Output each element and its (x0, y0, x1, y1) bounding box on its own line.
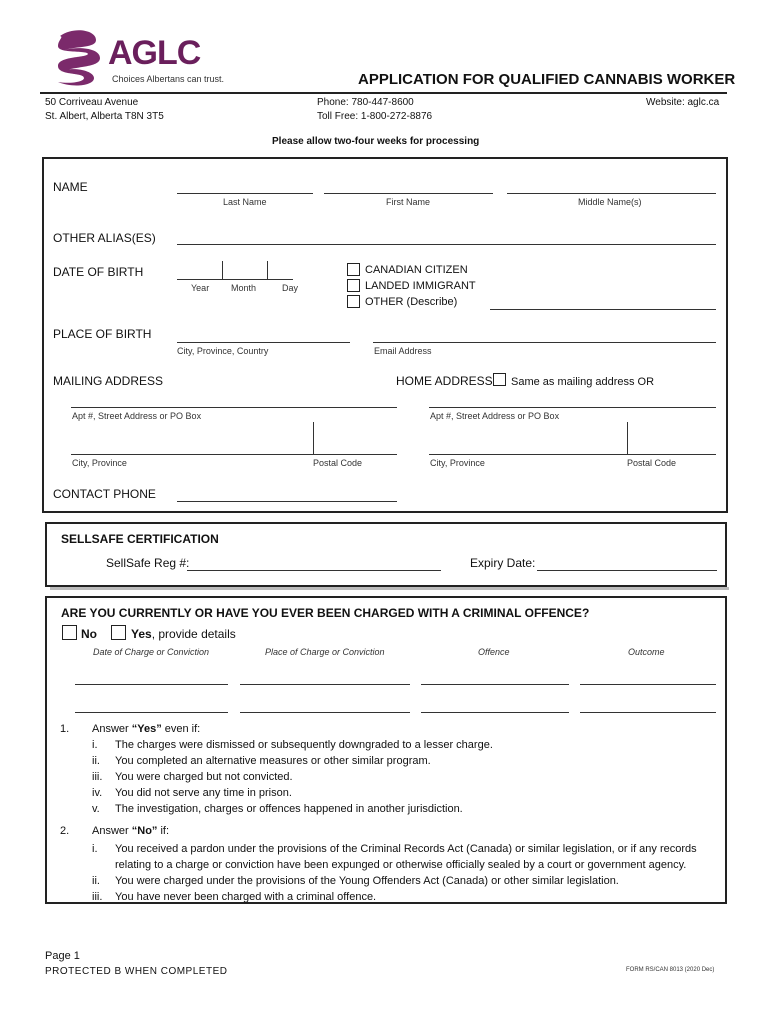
dob-month-label: Month (231, 283, 257, 293)
last-name-field[interactable] (177, 193, 313, 194)
form-title: APPLICATION FOR QUALIFIED CANNABIS WORKER (358, 71, 736, 88)
item1-sub-2 (92, 755, 722, 771)
contact-phone-field[interactable] (177, 501, 397, 502)
criminal-question: ARE YOU CURRENTLY OR HAVE YOU EVER BEEN CHARGED WITH A CRIMINAL OFFENCE? (61, 606, 590, 620)
middle-names-label: Middle Name(s) (578, 197, 642, 207)
item1-sub-1 (92, 739, 722, 755)
toll-free-number: Toll Free: 1-800-272-8876 (317, 111, 433, 122)
charge-row2-outcome[interactable] (580, 712, 716, 713)
sellsafe-reg-field[interactable] (187, 570, 441, 571)
item1-sub-3-num: iii. (92, 771, 103, 783)
sellsafe-reg-label: SellSafe Reg #: (106, 556, 190, 570)
home-street-field[interactable] (429, 407, 716, 408)
website: Website: aglc.ca (646, 97, 720, 108)
item1-pre: Answer (92, 723, 132, 735)
item2-bold: “No” (131, 825, 158, 837)
mailing-postal-code-label: Postal Code (313, 458, 363, 468)
home-postal-divider (627, 422, 628, 454)
email-field[interactable] (373, 342, 716, 343)
item1-sub-2-text: You completed an alternative measures or other similar program. (115, 755, 431, 767)
col-offence-header: Offence (478, 647, 510, 657)
item2-sub-1 (92, 841, 726, 873)
col-date-header: Date of Charge or Conviction (93, 647, 210, 657)
last-name-label: Last Name (223, 197, 267, 207)
name-label: NAME (53, 180, 88, 194)
dob-year-label: Year (191, 283, 210, 293)
other-status-describe-field[interactable] (490, 309, 716, 310)
header-rule (40, 92, 727, 94)
item2-number: 2. (60, 825, 70, 837)
logo-tagline: Choices Albertans can trust. (112, 74, 225, 84)
place-of-birth-label: PLACE OF BIRTH (53, 327, 152, 341)
col-outcome-header: Outcome (628, 647, 665, 657)
aglc-logo (50, 28, 230, 90)
middle-names-field[interactable] (507, 193, 716, 194)
item2-sub-1-num: i. (92, 843, 98, 855)
home-city-field[interactable] (429, 454, 716, 455)
mailing-city-label: City, Province (72, 458, 127, 468)
aglc-logo-mark-icon (50, 28, 106, 88)
item2-sub-3 (92, 889, 726, 905)
phone-number: Phone: 780-447-8600 (317, 97, 414, 108)
processing-note: Please allow two-four weeks for processing (272, 136, 480, 147)
dob-divider-2 (267, 261, 268, 279)
item2-sub-3-text: You have never been charged with a criminal offence. (115, 891, 377, 903)
item2-post: if: (157, 825, 170, 837)
item2-sub-2 (92, 873, 726, 889)
criminal-no-checkbox[interactable] (62, 625, 77, 640)
logo-wordmark: AGLC (108, 34, 201, 72)
col-place-header: Place of Charge or Conviction (265, 647, 385, 657)
charge-row1-place[interactable] (240, 684, 410, 685)
alias-label: OTHER ALIAS(ES) (53, 231, 156, 245)
landed-immigrant-label: LANDED IMMIGRANT (365, 280, 476, 292)
first-name-field[interactable] (324, 193, 493, 194)
item1-sub-3 (92, 771, 722, 787)
item2-sub-2-text: You were charged under the provisions of the Young Offenders Act (Canada) or other similar legislation. (115, 875, 619, 887)
item1-sub-1-text: The charges were dismissed or subsequently downgraded to a lesser charge. (115, 739, 493, 751)
protected-notice: PROTECTED B WHEN COMPLETED (45, 966, 228, 977)
item1-sub-4-text: You did not serve any time in prison. (115, 787, 292, 799)
item2-sub-1-text: You received a pardon under the provisions of the Criminal Records Act (Canada) or similar legislation, or if any records relating to a charge or conviction have been expunged or otherwise officially sealed by a court or government agency. (115, 843, 697, 871)
home-address-label: HOME ADDRESS (396, 374, 493, 388)
mailing-address-label: MAILING ADDRESS (53, 374, 164, 388)
sellsafe-expiry-label: Expiry Date: (470, 556, 536, 570)
item1-lead (92, 723, 200, 735)
charge-row1-offence[interactable] (421, 684, 569, 685)
home-street-label: Apt #, Street Address or PO Box (430, 411, 560, 421)
item1-bold: “Yes” (131, 723, 162, 735)
mailing-street-field[interactable] (71, 407, 397, 408)
canadian-citizen-checkbox[interactable] (347, 263, 360, 276)
criminal-yes-text: Yes (131, 627, 152, 641)
item1-sub-5-num: v. (92, 803, 100, 815)
item2-sub-3-num: iii. (92, 891, 103, 903)
home-postal-code-label: Postal Code (627, 458, 677, 468)
alias-field[interactable] (177, 244, 716, 245)
other-status-label: OTHER (Describe) (365, 296, 458, 308)
other-status-checkbox[interactable] (347, 295, 360, 308)
sellsafe-expiry-field[interactable] (537, 570, 717, 571)
item1-sub-4 (92, 787, 722, 803)
address-line-1: 50 Corriveau Avenue (45, 97, 139, 108)
mailing-postal-divider (313, 422, 314, 454)
canadian-citizen-label: CANADIAN CITIZEN (365, 264, 468, 276)
criminal-yes-suffix: , provide details (151, 627, 236, 641)
item1-post: even if: (161, 723, 201, 735)
dob-divider-1 (222, 261, 223, 279)
first-name-label: First Name (386, 197, 431, 207)
item2-sublist (92, 841, 726, 905)
criminal-yes-checkbox[interactable] (111, 625, 126, 640)
sellsafe-heading: SELLSAFE CERTIFICATION (61, 532, 219, 546)
mailing-street-label: Apt #, Street Address or PO Box (72, 411, 202, 421)
item1-sublist (92, 739, 722, 819)
criminal-no-label: No (81, 627, 97, 641)
city-province-country-label: City, Province, Country (177, 346, 269, 356)
home-city-label: City, Province (430, 458, 485, 468)
charge-row2-place[interactable] (240, 712, 410, 713)
charge-row2-offence[interactable] (421, 712, 569, 713)
item1-sub-4-num: iv. (92, 787, 103, 799)
charge-row1-outcome[interactable] (580, 684, 716, 685)
mailing-city-field[interactable] (71, 454, 397, 455)
charge-row1-date[interactable] (75, 684, 228, 685)
landed-immigrant-checkbox[interactable] (347, 279, 360, 292)
dob-label: DATE OF BIRTH (53, 265, 144, 279)
criminal-yes-label (131, 627, 236, 641)
same-as-mailing-checkbox[interactable] (493, 373, 506, 386)
item1-sub-5 (92, 803, 722, 819)
item1-sub-5-text: The investigation, charges or offences happened in another jurisdiction. (115, 803, 463, 815)
item1-number: 1. (60, 723, 70, 735)
address-line-2: St. Albert, Alberta T8N 3T5 (45, 111, 164, 122)
dob-day-label: Day (282, 283, 299, 293)
form-code: FORM RS/CAN 8013 (2020 Dec) (626, 967, 715, 973)
charge-row2-date[interactable] (75, 712, 228, 713)
item1-sub-2-num: ii. (92, 755, 100, 767)
item2-sub-2-num: ii. (92, 875, 100, 887)
item2-lead (92, 825, 169, 837)
email-address-label: Email Address (374, 346, 432, 356)
place-of-birth-field[interactable] (177, 342, 350, 343)
item2-pre: Answer (92, 825, 132, 837)
sellsafe-box-shadow (50, 587, 729, 590)
item1-sub-1-num: i. (92, 739, 98, 751)
same-as-mailing-label: Same as mailing address OR (511, 376, 655, 388)
contact-phone-label: CONTACT PHONE (53, 487, 156, 501)
item1-sub-3-text: You were charged but not convicted. (115, 771, 293, 783)
page-number: Page 1 (45, 950, 80, 962)
dob-field[interactable] (177, 279, 293, 280)
